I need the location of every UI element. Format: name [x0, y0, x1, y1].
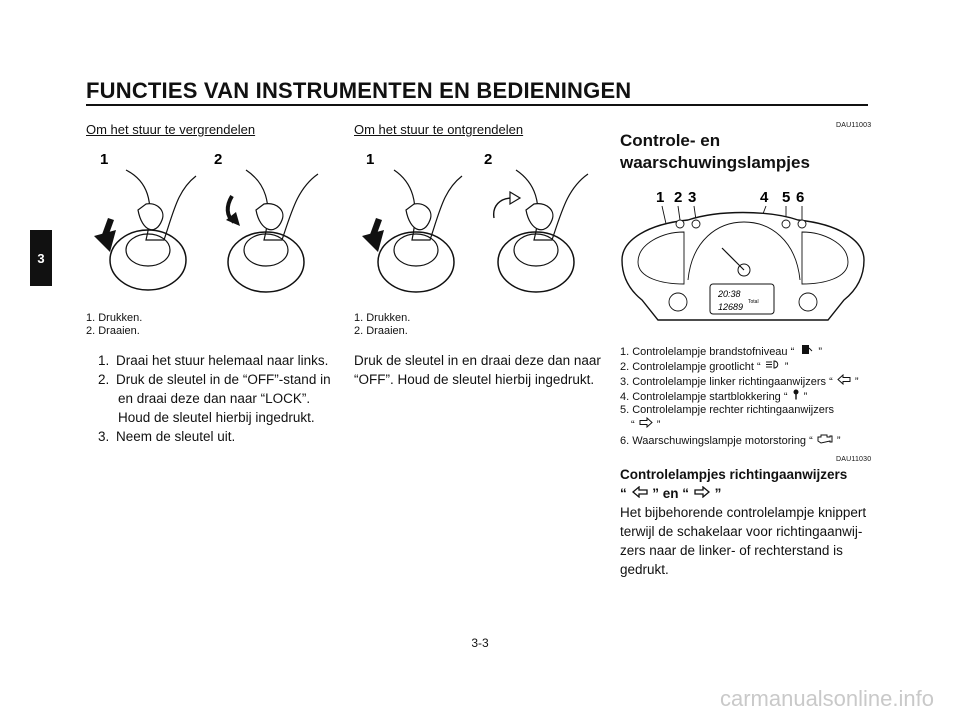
header-rule — [86, 104, 868, 106]
unlock-fig-label-1: 1 — [366, 151, 375, 168]
lights-item-4: 4. Controlelampje startblokkering “ ” — [620, 391, 808, 403]
right-turn-title-icon — [693, 486, 711, 498]
display-odometer-label: Total — [748, 299, 759, 305]
lock-fig-label-1: 1 — [100, 151, 109, 168]
instrument-panel-figure — [618, 180, 868, 332]
lights-item-3: 3. Controlelampje linker richtingaanwijzers “ ” — [620, 376, 859, 388]
lock-figure — [86, 140, 336, 308]
unlock-caption-2: 2. Draaien. — [354, 325, 408, 337]
turn-body-line-3: zers naar de linker- of rechterstand is — [620, 543, 843, 558]
high-beam-icon — [764, 359, 782, 370]
unlock-section-title: Om het stuur te ontgrendelen — [354, 122, 524, 137]
turn-title-icons: “ ” en “ ” — [620, 486, 722, 501]
left-turn-arrow-icon — [836, 374, 852, 385]
display-odometer: 12689 — [718, 302, 744, 312]
unlock-captions — [354, 312, 410, 338]
unlock-fig-label-2: 2 — [484, 151, 493, 168]
unlock-turn-illustration — [494, 170, 588, 292]
key-push-illustration — [94, 170, 196, 290]
unlock-push-illustration — [362, 170, 462, 292]
lock-fig-label-2: 2 — [214, 151, 223, 168]
lock-step-1: 1. Draai het stuur helemaal naar links. — [98, 353, 329, 368]
lock-step-2: 2. Druk de sleutel in de “OFF”-stand in — [98, 372, 331, 387]
lock-step-2-cont: en draai deze dan naar “LOCK”. — [118, 391, 311, 406]
lock-section-title: Om het stuur te vergrendelen — [86, 122, 256, 137]
fig-label-1: 1 — [656, 189, 665, 206]
turn-code: DAU11030 — [836, 456, 872, 463]
turn-title: Controlelampjes richtingaanwijzers — [620, 467, 848, 482]
turn-body — [620, 503, 868, 579]
lock-step-2-cont2: Houd de sleutel hierbij ingedrukt. — [118, 410, 315, 425]
lights-list — [620, 344, 880, 448]
display-clock: 20:38 — [718, 289, 741, 299]
page-number: 3-3 — [471, 636, 489, 650]
lights-item-1: 1. Controlelampje brandstofniveau “ ” — [620, 346, 823, 358]
engine-warning-icon — [816, 432, 834, 444]
lights-item-5: 5. Controlelampje rechter richtingaanwijzers — [620, 404, 834, 416]
turn-body-line-4: gedrukt. — [620, 562, 669, 577]
unlock-body-line-2: “OFF”. Houd de sleutel hierbij ingedrukt. — [354, 372, 595, 387]
fuel-level-icon — [797, 344, 815, 355]
fig-label-4: 4 — [760, 189, 769, 206]
fig-label-5: 5 — [782, 189, 791, 206]
unlock-figure — [354, 140, 604, 308]
lock-step-3: 3. Neem de sleutel uit. — [98, 429, 236, 444]
fig-label-2: 2 — [674, 189, 683, 206]
left-turn-title-icon — [631, 486, 649, 498]
unlock-body — [354, 351, 604, 389]
lights-item-2: 2. Controlelampje grootlicht “ ” — [620, 361, 789, 373]
lights-item-5-cont: “ ” — [631, 419, 661, 431]
lights-code: DAU11003 — [836, 122, 872, 129]
chapter-tab: 3 — [30, 230, 52, 286]
page-header: FUNCTIES VAN INSTRUMENTEN EN BEDIENINGEN — [86, 78, 632, 103]
unlock-caption-1: 1. Drukken. — [354, 312, 411, 324]
lock-captions — [86, 312, 142, 338]
lock-caption-2: 2. Draaien. — [86, 325, 140, 337]
right-turn-arrow-icon — [638, 417, 654, 428]
turn-body-line-1: Het bijbehorende controlelampje knippert — [620, 505, 867, 520]
lock-caption-1: 1. Drukken. — [86, 312, 143, 324]
lights-item-6: 6. Waarschuwingslampje motorstoring “ ” — [620, 432, 880, 448]
fig-label-6: 6 — [796, 189, 805, 206]
turn-body-line-2: terwijl de schakelaar voor richtingaanwij- — [620, 524, 863, 539]
lights-title: Controle- en waarschuwingslampjes — [620, 131, 810, 172]
key-turn-illustration — [226, 170, 318, 292]
fig-label-3: 3 — [688, 189, 697, 206]
unlock-body-line-1: Druk de sleutel in en draai deze dan naar — [354, 353, 601, 368]
watermark: carmanualsonline.info — [719, 686, 934, 711]
lock-steps — [98, 351, 336, 446]
immobilizer-key-icon — [791, 389, 801, 400]
